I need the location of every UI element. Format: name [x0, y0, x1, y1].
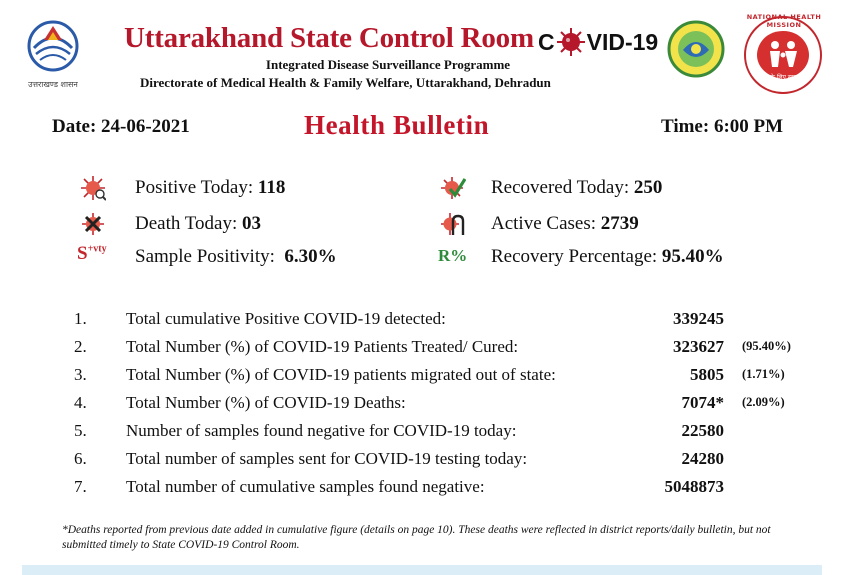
- death-virus-icon: [80, 211, 106, 237]
- uttarakhand-govt-logo: [22, 18, 84, 90]
- sample-positivity: [135, 246, 337, 268]
- covid19-wordmark: [538, 27, 658, 57]
- coronavirus-icon: [556, 27, 586, 57]
- row-number: 4.: [74, 393, 87, 412]
- recovery-percentage-value: 95.40%: [661, 246, 724, 267]
- recovery-percentage: [491, 246, 724, 268]
- recovered-today-value: 250: [633, 177, 663, 198]
- row-percentage: (1.71%): [742, 367, 785, 381]
- positive-virus-icon: [80, 175, 106, 201]
- table-row: [74, 393, 824, 417]
- bulletin-date: Date: 24-06-2021: [52, 116, 190, 137]
- row-percentage: (2.09%): [742, 395, 785, 409]
- positivity-icon-sup: +vty: [87, 243, 107, 255]
- positive-today-value: 118: [257, 177, 286, 198]
- table-row: [74, 477, 824, 501]
- table-row: [74, 421, 824, 445]
- row-value: 339245: [673, 309, 724, 328]
- sample-positivity-label: Sample Positivity:: [135, 246, 275, 267]
- row-description: Number of samples found negative for COVID-19 today:: [126, 421, 517, 440]
- row-description: Total Number (%) of COVID-19 Patients Treated/ Cured:: [126, 337, 519, 356]
- directorate-subtitle: Directorate of Medical Health & Family Welfare, Uttarakhand, Dehradun: [140, 75, 551, 90]
- nhm-motto: सबके लिए स्वास्थ्य: [762, 74, 804, 81]
- row-value: 22580: [681, 421, 724, 440]
- row-description: Total Number (%) of COVID-19 Deaths:: [126, 393, 406, 412]
- row-description: Total cumulative Positive COVID-19 detected:: [126, 309, 446, 328]
- govt-logo-caption: उत्तराखण्ड शासन: [28, 80, 78, 89]
- covid-prefix: C: [538, 28, 555, 55]
- recovered-today: [491, 177, 662, 199]
- recovery-percent-icon: R%: [438, 246, 468, 265]
- row-value: 5048873: [664, 477, 724, 496]
- table-row: [74, 337, 824, 361]
- death-today: [135, 213, 261, 235]
- row-value: 7074*: [681, 393, 724, 412]
- recovered-today-label: Recovered Today:: [491, 177, 630, 198]
- row-number: 2.: [74, 337, 87, 356]
- health-bulletin-heading: Health Bulletin: [304, 110, 490, 140]
- positive-today-label: Positive Today:: [135, 177, 254, 198]
- bulletin-time: Time: 6:00 PM: [661, 116, 784, 137]
- row-number: 6.: [74, 449, 87, 468]
- row-description: Total number of samples sent for COVID-19 testing today:: [126, 449, 528, 468]
- positive-today: [135, 177, 285, 199]
- active-cases: [491, 213, 639, 235]
- table-row: [74, 449, 824, 473]
- positivity-icon-letter: S: [77, 243, 88, 264]
- row-number: 3.: [74, 365, 87, 384]
- death-today-value: 03: [242, 213, 262, 234]
- active-cases-label: Active Cases:: [491, 213, 597, 234]
- sample-positivity-icon: [77, 243, 107, 265]
- covid-suffix: VID-19: [586, 28, 659, 55]
- row-percentage: (95.40%): [742, 339, 791, 353]
- recovered-virus-icon: [440, 175, 466, 201]
- active-cases-value: 2739: [600, 213, 639, 234]
- row-value: 5805: [690, 365, 724, 384]
- active-cases-icon: [440, 211, 466, 237]
- nhm-arc-text: NATIONAL HEALTH MISSION: [746, 13, 822, 29]
- row-value: 323627: [673, 337, 724, 356]
- programme-subtitle: Integrated Disease Surveillance Programme: [265, 57, 511, 72]
- table-row: [74, 309, 824, 333]
- control-room-title: Uttarakhand State Control Room: [124, 22, 534, 54]
- row-number: 7.: [74, 477, 87, 496]
- sample-positivity-value: 6.30%: [284, 246, 337, 267]
- row-description: Total Number (%) of COVID-19 patients migrated out of state:: [126, 365, 556, 384]
- death-today-label: Death Today:: [135, 213, 238, 234]
- recovery-percentage-label: Recovery Percentage:: [491, 246, 658, 267]
- table-row: [74, 365, 824, 389]
- nhm-logo: [743, 15, 823, 95]
- row-number: 5.: [74, 421, 87, 440]
- row-value: 24280: [681, 449, 724, 468]
- bottom-band: [22, 565, 822, 575]
- deaths-footnote: *Deaths reported from previous date added in cumulative figure (details on page 10). These deaths were reflected in district reports/daily bulletin, but not submitted timely to State COVID-19 Control Room.: [62, 524, 771, 551]
- row-description: Total number of cumulative samples found negative:: [126, 477, 485, 496]
- row-number: 1.: [74, 309, 87, 328]
